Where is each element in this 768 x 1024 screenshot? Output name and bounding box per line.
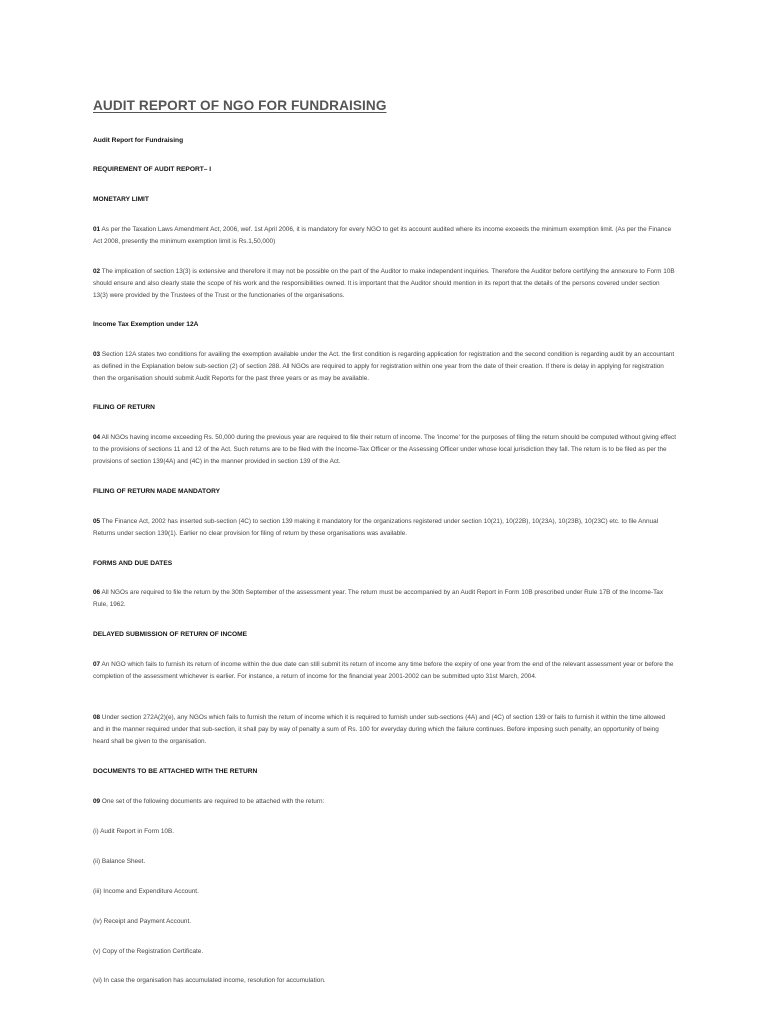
paragraph-01: [93, 224, 676, 248]
paragraph-text: All NGOs having income exceeding Rs. 50,000 during the previous year are required to file their return of income. The 'income' for the purposes of filing the return should be computed without giving effect to the provisions of sections 11 and 12 of the Act. Such returns are to be filed with the Income-Tax Officer or the Assessing Officer under whose local jurisdiction they fall. The return is to be filed as per the provisions of section 139(4A) and (4C) in the manner provided in section 139 of the Act.: [93, 434, 677, 465]
paragraph-text: An NGO which fails to furnish its return of income within the due date can still submit its return of income any time before the expiry of one year from the end of the relevant assessment year or before the completion of the assessment whichever is earlier. For instance, a return of income for the financial year 2001-2002 can be submitted upto 31st March, 2004.: [93, 661, 674, 680]
section-heading-filing-mandatory: FILING OF RETURN MADE MANDATORY: [93, 488, 220, 495]
section-heading-forms-due-dates: FORMS AND DUE DATES: [93, 560, 173, 567]
paragraph-05: [93, 516, 676, 540]
section-heading-monetary-limit: MONETARY LIMIT: [93, 196, 149, 203]
paragraph-number: 05: [93, 518, 101, 525]
paragraph-text: Section 12A states two conditions for availing the exemption available under the Act. the first condition is regarding application for registration and the second condition is regarding audit by an accountant as defined in the Explanation below sub-section (2) of section 288. All NGOs are required to apply for registration within one year from the date of their creation. If there is delay in applying for registration then the organisation should submit Audit Reports for the past three years or as may be available.: [93, 351, 675, 382]
subtitle: Audit Report for Fundraising: [93, 137, 184, 144]
paragraph-text: As per the Taxation Laws Amendment Act, 2006, wef. 1st April 2006, it is mandatory for every NGO to get its account audited where its income exceeds the minimum exemption limit. (As per the Finance Act 2008, presently the minimum exemption limit is Rs.1,50,000): [93, 226, 672, 245]
paragraph-number: 02: [93, 268, 101, 275]
paragraph-number: 07: [93, 661, 101, 668]
paragraph-number: 01: [93, 226, 101, 233]
paragraph-number: 04: [93, 434, 101, 441]
paragraph-number: 09: [93, 798, 101, 805]
paragraph-number: 03: [93, 351, 101, 358]
page-title: AUDIT REPORT OF NGO FOR FUNDRAISING: [93, 98, 387, 113]
section-heading-delayed-submission: DELAYED SUBMISSION OF RETURN OF INCOME: [93, 631, 247, 638]
list-item: (iv) Receipt and Payment Account.: [93, 918, 192, 925]
paragraph-04: [93, 432, 676, 467]
section-heading-requirement: REQUIREMENT OF AUDIT REPORT– I: [93, 166, 212, 173]
list-item: (v) Copy of the Registration Certificate.: [93, 948, 204, 955]
list-item: (i) Audit Report in Form 10B.: [93, 828, 174, 835]
paragraph-06: [93, 587, 676, 611]
paragraph-09: [93, 796, 676, 808]
paragraph-03: [93, 349, 676, 384]
paragraph-07: [93, 659, 676, 683]
list-item: (vi) In case the organisation has accumulated income, resolution for accumulation.: [93, 977, 326, 984]
paragraph-08: [93, 712, 676, 747]
paragraph-text: The Finance Act, 2002 has inserted sub-section (4C) to section 139 making it mandatory for the organizations registered under section 10(21), 10(22B), 10(23A), 10(23B), 10(23C) etc. to file Annual Returns under section 139(1). Earlier no clear provision for filing of return by these organisations was available.: [93, 518, 659, 537]
section-heading-filing-of-return: FILING OF RETURN: [93, 404, 155, 411]
paragraph-number: 06: [93, 589, 101, 596]
list-item: (iii) Income and Expenditure Account.: [93, 888, 199, 895]
section-heading-tax-exemption: Income Tax Exemption under 12A: [93, 321, 199, 328]
list-item: (ii) Balance Sheet.: [93, 858, 146, 865]
section-heading-documents: DOCUMENTS TO BE ATTACHED WITH THE RETURN: [93, 768, 258, 775]
paragraph-text: Under section 272A(2)(e), any NGOs which fails to furnish the return of income which it is required to furnish under sub-sections (4A) and (4C) of section 139 or fails to furnish it within the time allowed and in the manner required under that sub-section, it shall pay by way of penalty a sum of Rs. 100 for everyday during which the failure continues. Before imposing such penalty, an opportunity of being heard shall be given to the organisation.: [93, 714, 666, 745]
paragraph-text: All NGOs are required to file the return by the 30th September of the assessment year. The return must be accompanied by an Audit Report in Form 10B prescribed under Rule 17B of the Income-Tax Rule, 1962.: [93, 589, 664, 608]
paragraph-number: 08: [93, 714, 101, 721]
paragraph-02: [93, 266, 676, 301]
paragraph-text: The implication of section 13(3) is extensive and therefore it may not be possible on the part of the Auditor to make independent inquiries. Therefore the Auditor before certifying the annexure to Form 10B should ensure and also clearly state the scope of his work and the responsibilities owned. It is important that the Auditor should mention in its report that the details of the persons covered under section 13(3) were provided by the Trustees of the Trust or the functionaries of the organisations.: [93, 268, 675, 299]
paragraph-text: One set of the following documents are required to be attached with the return:: [100, 798, 325, 805]
